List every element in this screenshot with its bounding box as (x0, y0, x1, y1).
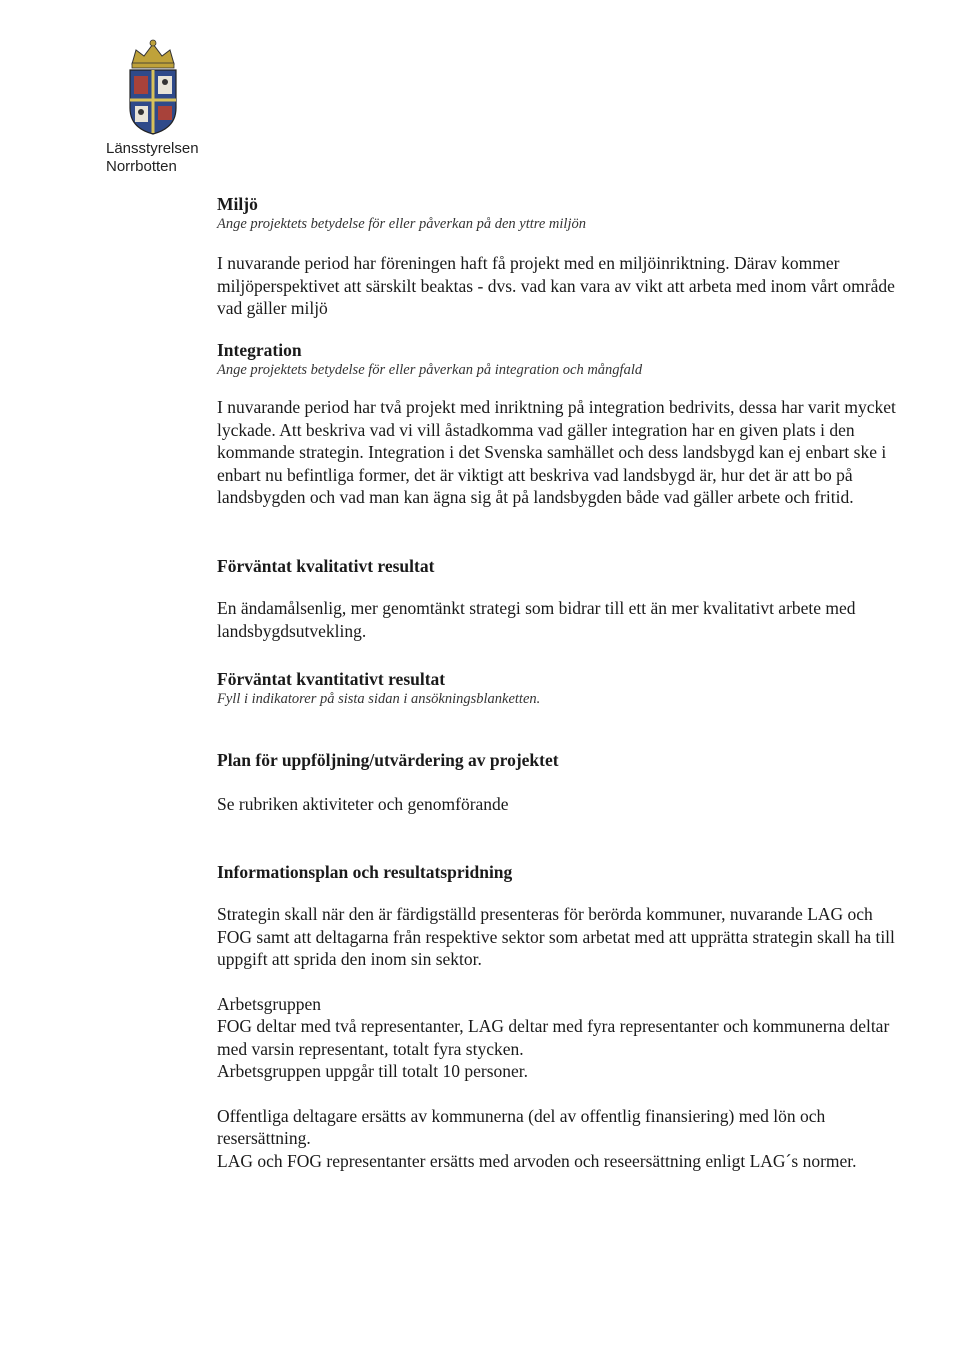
section-body: LAG och FOG representanter ersätts med arvoden och reseersättning enligt LAG´s normer. (217, 1150, 857, 1171)
coat-of-arms-icon (118, 38, 188, 136)
section-kvalitativt (217, 555, 907, 642)
section-heading: Förväntat kvalitativt resultat (217, 556, 435, 576)
section-body: Se rubriken aktiviteter och genomförande (217, 794, 509, 814)
org-name-line2: Norrbotten (106, 158, 177, 175)
section-heading: Plan för uppföljning/utvärdering av projektet (217, 750, 559, 770)
org-name-line1: Länsstyrelsen (106, 140, 199, 157)
section-heading: Förväntat kvantitativt resultat (217, 669, 446, 689)
section-body: Offentliga deltagare ersätts av kommunerna (del av offentlig finansiering) med lön och resersättning. (217, 1105, 826, 1148)
section-info (217, 861, 907, 1172)
section-body: En ändamålsenlig, mer genomtänkt strategi som bidrar till ett än mer kvalitativt arbete med landsbygdsutvekling. (217, 598, 856, 641)
section-plan (217, 749, 907, 816)
section-integration (217, 339, 907, 509)
section-miljo (217, 193, 907, 320)
section-heading: Informationsplan och resultatspridning (217, 862, 513, 882)
section-body: I nuvarande period har två projekt med inriktning på integration bedrivits, dessa har varit mycket lyckade. Att beskriva vad vi vill åstadkomma vad gäller integration har en given plats i den kommande strategin. Integration i det Svenska samhället och dess landsbygd kan ej enbart ske i enbart nu befintliga former, det är viktigt att beskriva vad landsbygd är, hur det är att bo på landsbygden och vad man kan ägna sig åt på landsbygden både vad gäller arbete och fritid. (217, 397, 896, 507)
section-body: FOG deltar med två representanter, LAG deltar med fyra representanter och kommunerna deltar med varsin representant, totalt fyra stycken. (217, 1016, 890, 1059)
section-instruction: Fyll i indikatorer på sista sidan i ansökningsblanketten. (217, 691, 541, 707)
section-body-title: Arbetsgruppen (217, 993, 322, 1014)
section-heading: Integration (217, 340, 302, 360)
lansstyrelsen-logo (106, 38, 202, 176)
section-kvantitativt (217, 668, 907, 708)
section-body: I nuvarande period har föreningen haft få projekt med en miljöinriktning. Därav kommer miljöperspektivet att särskilt beaktas - dvs. vad kan vara av vikt att arbeta med inom vårt område vad gäller miljö (217, 253, 895, 318)
section-instruction: Ange projektets betydelse för eller påverkan på integration och mångfald (217, 362, 643, 378)
section-instruction: Ange projektets betydelse för eller påverkan på den yttre miljön (217, 216, 586, 232)
section-heading: Miljö (217, 194, 258, 214)
section-body: Arbetsgruppen uppgår till totalt 10 personer. (217, 1061, 529, 1081)
section-body: Strategin skall när den är färdigställd presenteras för berörda kommuner, nuvarande LAG och FOG samt att deltagarna från respektive sektor som arbetat med att upprätta strategin skall ha till uppgift att sprida den inom sin sektor. (217, 904, 895, 969)
